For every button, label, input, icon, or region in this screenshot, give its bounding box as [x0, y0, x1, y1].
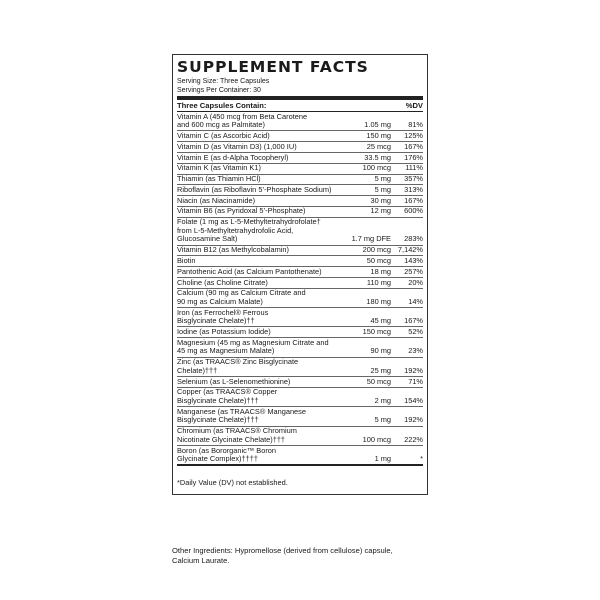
nutrient-amount: 1 mg	[374, 454, 391, 464]
nutrient-amount: 50 mcg	[366, 255, 391, 265]
nutrient-amount: 100 mcg	[362, 434, 391, 444]
nutrient-amount: 150 mg	[366, 130, 391, 140]
table-header	[177, 96, 423, 112]
nutrient-dv: 600%	[404, 206, 423, 216]
serving-size: Serving Size: Three Capsules	[177, 76, 270, 85]
nutrient-amount: 33.5 mg	[364, 152, 391, 162]
nutrient-amount: 110 mg	[366, 277, 391, 287]
table-row	[177, 427, 423, 446]
nutrient-amount: 150 mcg	[362, 327, 391, 337]
table-row	[177, 207, 423, 218]
table-row	[177, 218, 423, 246]
table-row	[177, 267, 423, 278]
table-row	[177, 196, 423, 207]
table-row	[177, 278, 423, 289]
table-row	[177, 446, 423, 466]
nutrient-amount: 45 mg	[370, 316, 391, 326]
nutrient-name: Selenium (as L-Selenomethionine)	[177, 376, 291, 386]
table-row	[177, 153, 423, 164]
table-row	[177, 388, 423, 407]
nutrient-name: Biotin	[177, 255, 196, 265]
nutrient-name: Calcium (90 mg as Calcium Citrate and 90 mg as Calcium Malate)	[177, 288, 306, 306]
nutrient-amount: 5 mg	[374, 415, 391, 425]
nutrient-dv: 167%	[404, 316, 423, 326]
nutrient-name: Thiamin (as Thiamin HCl)	[177, 174, 261, 184]
table-row	[177, 185, 423, 196]
nutrient-dv: 257%	[404, 266, 423, 276]
nutrient-name: Niacin (as Niacinamide)	[177, 195, 256, 205]
nutrient-amount: 180 mg	[366, 296, 391, 306]
nutrient-amount: 1.05 mg	[364, 120, 391, 130]
nutrient-amount: 200 mcg	[362, 245, 391, 255]
nutrient-dv: 357%	[404, 174, 423, 184]
table-row	[177, 175, 423, 186]
nutrient-dv: 167%	[404, 195, 423, 205]
table-row	[177, 289, 423, 308]
panel-title: SUPPLEMENT FACTS	[177, 58, 369, 76]
nutrient-dv: 111%	[405, 163, 423, 173]
table-row	[177, 112, 423, 131]
nutrient-dv: 52%	[408, 327, 423, 337]
nutrient-amount: 25 mg	[370, 365, 391, 375]
nutrient-name: Copper (as TRAACS® Copper Bisglycinate Chelate)†††	[177, 387, 278, 405]
nutrient-name: Vitamin C (as Ascorbic Acid)	[177, 130, 270, 140]
nutrient-name: Manganese (as TRAACS® Manganese Bisglycinate Chelate)†††	[177, 406, 306, 425]
nutrient-name: Vitamin A (450 mcg from Beta Carotene and 600 mcg as Palmitate)	[177, 111, 308, 130]
nutrient-name: Riboflavin (as Riboflavin 5’-Phosphate Sodium)	[177, 184, 332, 194]
nutrient-name: Boron (as Bororganic™ Boron Glycinate Complex)††††	[177, 445, 277, 464]
nutrient-dv: 167%	[404, 141, 423, 151]
table-row	[177, 142, 423, 153]
nutrient-amount: 2 mg	[374, 395, 391, 405]
table-row	[177, 407, 423, 426]
nutrient-name: Vitamin B6 (as Pyridoxal 5’-Phosphate)	[177, 206, 306, 216]
servings-per-container: Servings Per Container: 30	[177, 85, 261, 94]
nutrient-name: Vitamin D (as Vitamin D3) (1,000 IU)	[177, 141, 297, 151]
supplement-facts-panel	[172, 54, 428, 495]
nutrient-amount: 90 mg	[370, 346, 391, 356]
nutrient-dv: 14%	[408, 296, 423, 306]
nutrient-name: Vitamin K (as Vitamin K1)	[177, 163, 261, 173]
nutrient-name: Zinc (as TRAACS® Zinc Bisglycinate Chelate)†††	[177, 357, 299, 375]
nutrient-dv: 154%	[404, 395, 423, 405]
nutrient-dv: 283%	[404, 234, 423, 244]
table-row	[177, 377, 423, 388]
nutrient-dv: 20%	[408, 277, 423, 287]
footnote: *Daily Value (DV) not established.	[177, 478, 288, 488]
nutrient-amount: 50 mcg	[366, 376, 391, 386]
nutrient-dv: 23%	[408, 346, 423, 356]
nutrient-name: Magnesium (45 mg as Magnesium Citrate and 45 mg as Magnesium Malate)	[177, 337, 329, 356]
header-dv: %DV	[405, 101, 423, 110]
nutrient-dv: *	[420, 454, 423, 464]
nutrient-amount: 30 mg	[370, 195, 391, 205]
table-row	[177, 256, 423, 267]
nutrient-name: Chromium (as TRAACS® Chromium Nicotinate Glycinate Chelate)†††	[177, 426, 297, 444]
nutrient-dv: 143%	[404, 255, 423, 265]
nutrient-name: Pantothenic Acid (as Calcium Pantothenate)	[177, 266, 322, 276]
nutrient-name: Vitamin E (as d-Alpha Tocopheryl)	[177, 152, 289, 162]
nutrient-dv: 222%	[404, 434, 423, 444]
header-label: Three Capsules Contain:	[177, 101, 267, 110]
table-row	[177, 338, 423, 357]
table-row	[177, 358, 423, 377]
nutrient-dv: 176%	[404, 152, 423, 162]
nutrient-amount: 12 mg	[370, 206, 391, 216]
nutrient-name: Choline (as Choline Citrate)	[177, 277, 268, 287]
nutrient-dv: 192%	[404, 365, 423, 375]
nutrient-dv: 313%	[404, 184, 423, 194]
nutrient-amount: 5 mg	[374, 184, 391, 194]
table-row	[177, 246, 423, 257]
nutrient-name: Iodine (as Potassium Iodide)	[177, 327, 271, 337]
nutrient-dv: 125%	[404, 130, 423, 140]
nutrient-rows	[177, 112, 423, 466]
nutrient-amount: 1.7 mg DFE	[351, 234, 391, 244]
nutrient-amount: 18 mg	[370, 266, 391, 276]
other-ingredients: Other Ingredients: Hypromellose (derived from cellulose) capsule, Calcium Laurate.	[172, 546, 393, 565]
nutrient-name: Iron (as Ferrochel® Ferrous Bisglycinate Chelate)††	[177, 307, 269, 326]
table-row	[177, 131, 423, 142]
nutrient-dv: 192%	[404, 415, 423, 425]
nutrient-amount: 25 mcg	[366, 141, 391, 151]
nutrient-name: Folate (1 mg as L-5-Methyltetrahydrofolate† from L-5-Methyltetrahydrofolic Acid, Glucosamine Salt)	[177, 217, 321, 244]
nutrient-amount: 5 mg	[374, 174, 391, 184]
nutrient-dv: 7,142%	[397, 245, 423, 255]
table-row	[177, 327, 423, 338]
nutrient-dv: 81%	[408, 120, 423, 130]
nutrient-amount: 100 mcg	[362, 163, 391, 173]
table-row	[177, 164, 423, 175]
table-row	[177, 308, 423, 327]
nutrient-dv: 71%	[408, 376, 423, 386]
nutrient-name: Vitamin B12 (as Methylcobalamin)	[177, 245, 290, 255]
